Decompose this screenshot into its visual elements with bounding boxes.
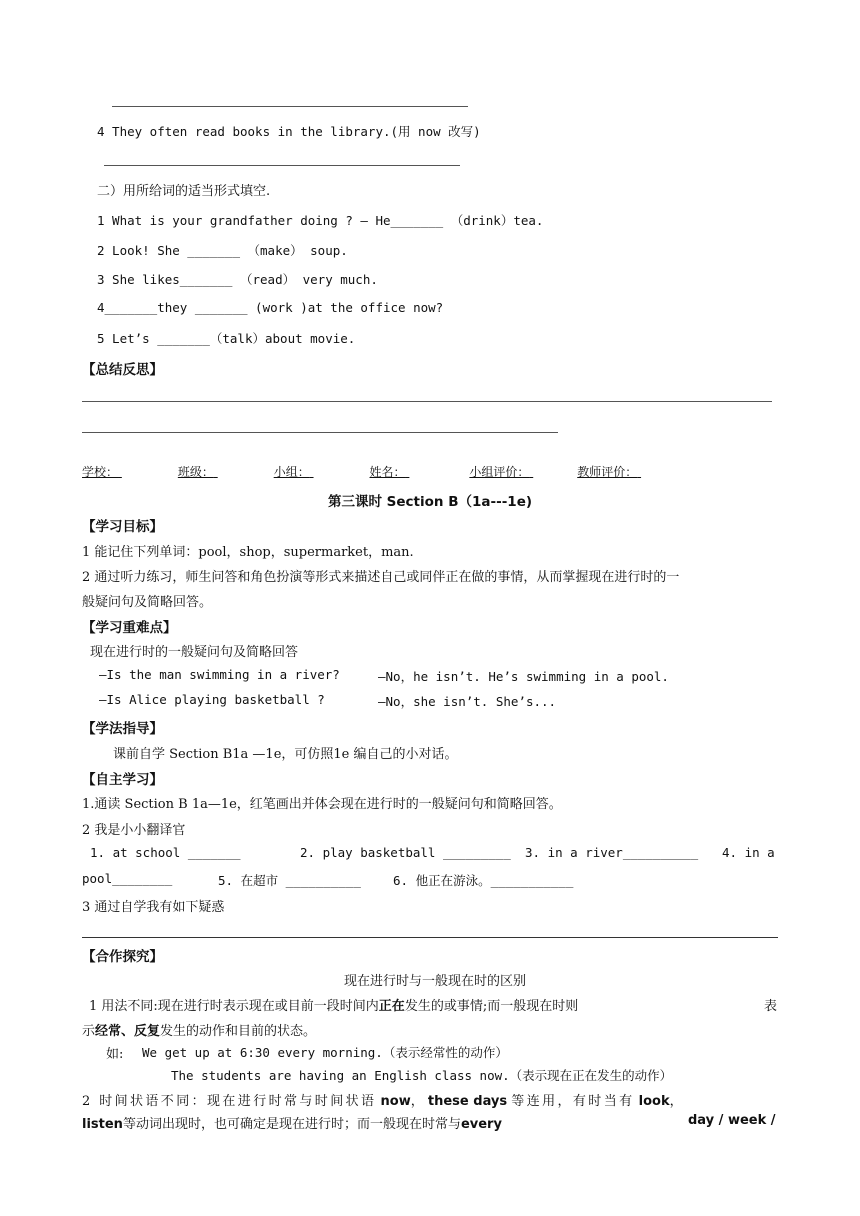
text: 示 [82,1024,96,1039]
self-study-item: 3 通过自学我有如下疑惑 [82,900,225,915]
emphasis: 正在 [378,999,405,1014]
teacher-eval-label: 教师评价： [577,465,638,479]
emphasis: look [638,1094,670,1109]
text: 发生的或事情;而一般现在时则 [404,999,579,1014]
group-label: 小组： [273,465,310,479]
example-sentence: We get up at 6:30 every morning.（表示经常性的动作） [142,1045,508,1060]
self-study-heading: 【自主学习】 [82,772,163,788]
exercise-item: 5 Let’s _______（talk）about movie. [97,331,356,346]
goal-item: 般疑问句及简略回答。 [82,595,213,610]
goal-item: 1 能记住下列单词：pool，shop，supermarket，man. [82,545,414,560]
comparison-point [89,995,578,1014]
emphasis: now [380,1094,411,1109]
coop-title: 现在进行时与一般现在时的区别 [343,974,526,989]
method-heading: 【学法指导】 [82,721,163,737]
translation-item: 3. in a river__________ [525,845,699,860]
exercise-item: 2 Look! She _______ （make） soup. [97,243,348,258]
key-answer: —No，he isn’t. He’s swimming in a pool. [378,669,669,684]
emphasis: 经常、反复 [95,1024,161,1039]
translation-item: pool________ [82,871,173,886]
key-question: —Is the man swimming in a river? [99,667,340,682]
lesson-title: 第三课时 Section B（1a---1e) [327,494,533,510]
class-blank [214,465,270,479]
answer-line [112,106,468,107]
text: 等连用，有时当有 [511,1094,635,1109]
section-heading: 二）用所给词的适当形式填空. [97,184,271,199]
reflection-line [82,401,772,402]
emphasis: these days [427,1094,508,1109]
example-sentence: The students are having an English class now.（表示现在正在发生的动作） [171,1068,673,1083]
translation-item: 5. 在超市 __________ [218,873,361,888]
comparison-point: 2 时间状语不同：现在进行时常与时间状语 now， these days 等连用，有时当有 look， [82,1094,683,1109]
school-label: 学校： [82,465,119,479]
text: 1 用法不同:现在进行时表示现在或目前一段时间内 [89,999,379,1014]
exercise-item: 1 What is your grandfather doing ? — He_______ （drink）tea. [97,213,544,228]
teacher-eval-blank [637,465,681,479]
exercise-item: 3 She likes_______ （read） very much. [97,272,378,287]
key-intro: 现在进行时的一般疑问句及简略回答 [90,645,299,660]
self-study-item: 2 我是小小翻译官 [82,823,186,838]
group-blank [310,465,366,479]
answer-line [104,165,460,166]
school-blank [118,465,174,479]
emphasis: every [460,1117,502,1132]
emphasis: listen [82,1117,123,1132]
translation-item: 6. 他正在游泳。___________ [393,873,574,888]
text: day / week / [688,1113,776,1128]
key-answer: —No，she isn’t. She’s... [378,694,557,709]
reflection-line [82,432,558,433]
group-eval-label: 小组评价： [469,465,530,479]
key-heading: 【学习重难点】 [82,620,177,636]
exercise-item: 4 They often read books in the library.(用 now 改写) [97,124,481,139]
coop-heading: 【合作探究】 [82,949,163,965]
text: 2 时间状语不同：现在进行时常与时间状语 [82,1094,377,1109]
method-text: 课前自学 Section B1a —1e，可仿照1e 编自己的小对话。 [113,747,458,762]
translation-item: 2. play basketball _________ [300,845,511,860]
group-eval-blank [529,465,573,479]
goal-item: 2 通过听力练习，师生问答和角色扮演等形式来描述自己或同伴正在做的事情，从而掌握现在进行时的一 [82,570,680,585]
text: 表 [764,999,778,1014]
comparison-point [82,1020,316,1039]
self-study-item: 1.通读 Section B 1a—1e，红笔画出并体会现在进行时的一般疑问句和简略回答。 [82,797,562,812]
name-blank [406,465,466,479]
text: 发生的动作和目前的状态。 [160,1024,317,1039]
class-label: 班级： [177,465,214,479]
translation-item: 4. in a [722,845,775,860]
summary-heading: 【总结反思】 [82,362,163,378]
translation-item: 1. at school _______ [90,845,241,860]
goals-heading: 【学习目标】 [82,519,163,535]
text: 等动词出现时，也可确定是现在进行时；而一般现在时常与 [122,1117,461,1132]
section-divider [82,937,778,938]
key-question: —Is Alice playing basketball ? [99,692,325,707]
example-label: 如: [106,1047,124,1062]
comparison-point [82,1113,502,1132]
exercise-item: 4_______they _______ (work )at the office now? [97,300,444,315]
name-label: 姓名： [369,465,406,479]
info-line [82,463,681,480]
